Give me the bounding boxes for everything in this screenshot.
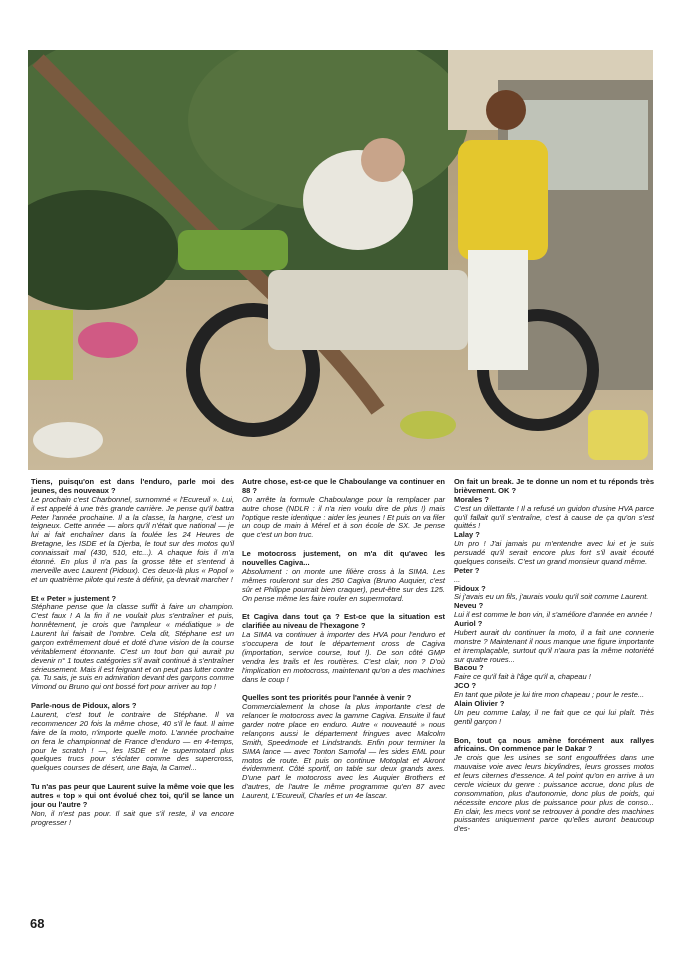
qa-block bbox=[242, 613, 445, 684]
qa-block bbox=[31, 595, 234, 693]
answer: En tant que pilote je lui tire mon chapeau ; pour le reste... bbox=[454, 690, 645, 699]
question: Et Cagiva dans tout ça ? Est-ce que la situation est clarifiée au niveau de l'hexagone ? bbox=[242, 612, 445, 631]
column-3 bbox=[454, 478, 654, 844]
column-1 bbox=[31, 478, 234, 838]
answer: La SIMA va continuer à importer des HVA pour l'enduro et s'occupera de tout le département cross de Cagiva (importation, service course, tout !). De son côté GMP vendra les trails et les routières. C'est clair, non ? D'où l'implication en motocross, maintenant qu'on a des machines dans le coup ! bbox=[242, 630, 445, 684]
cover-photo bbox=[28, 50, 653, 470]
qa-block bbox=[454, 478, 654, 496]
answer: Lui il est comme le bon vin, il s'améliore d'année en année ! bbox=[454, 610, 652, 620]
answer: On arrête la formule Chaboulange pour la remplacer par autre chose (NDLR : il n'a rien voulu dire de plus !) mais l'optique reste identique : aider les jeunes ! Et puis on va filer un coup de main à Mérel et à son école de SX. Je pense que c'est un bon truc. bbox=[242, 494, 445, 540]
question: On fait un break. Je te donne un nom et tu réponds très brièvement. OK ? bbox=[454, 477, 654, 495]
question: Tu n'as pas peur que Laurent suive la même voie que les autres « top » qui ont évolué chez toi, qu'il se lance un jour ou l'autre ? bbox=[31, 782, 234, 809]
answer: Le prochain c'est Charbonnel, surnommé « l'Ecureuil ». Lui, il est appelé à une très grande carrière. Je pense qu'il battra Peter l'année prochaine. Il a la classe, la hargne, c'est un teigneux. Cette année — alors qu'il n'était que national — je lui ai fait enchaîner dans la foulée les 24 Heures de Bretagne, les ISDE et la Djerba, le tout sur des motos qu'il connaissait mal (430, 510, etc...). A chaque fois il m'a étonné. En plus il n'a pas la grosse tête et s'entend à merveille avec Laurent (Pidoux). Ces deux-là plus « Popol » et un quatrième pilote qui reste à définir, ça devrait marcher ! bbox=[31, 494, 234, 584]
qa-block bbox=[242, 550, 445, 603]
question: Bon, tout ça nous amène forcément aux rallyes africains. On commence par le Dakar ? bbox=[454, 735, 654, 754]
answer: Commercialement la chose la plus importante c'est de relancer le motocross avec la gamme Cagiva. Ensuite il faut garder notre place en enduro. Autre « nouveauté » nous relançons aussi le département fringues avec Malcolm Smith, Speedmode et Lindstrands. Enfin pour terminer la SIMA lance — avec Tonton Samofal — les sides EML pour motos de route. Et puis on continue Motoplat et Akront évidemment. Côté sportif, on table sur deux grands axes. D'une part le motocross avec les Auquier Brothers et d'autres, de l'autre le même programme qu'en 87 avec Laurent, L'Ecureuil, Charles et un 4e lascar. bbox=[242, 702, 445, 800]
qa-block bbox=[242, 478, 445, 540]
qa-block bbox=[454, 737, 654, 835]
qa-block bbox=[242, 694, 445, 801]
answer: Si j'avais eu un fils, j'aurais voulu qu'il soit comme Laurent. bbox=[454, 592, 649, 602]
question: Parle-nous de Pidoux, alors ? bbox=[31, 701, 137, 711]
answer: Laurent, c'est tout le contraire de Stéphane. Il va recommencer 20 fois la même chose, 40 s'il le faut. Il aime faire de la moto, n'importe quelle moto. L'année prochaine on fera le championnat de France d'enduro — en 4-temps, pour le scratch ! —, les ISDE et le supermotard plus quelques trucs pour s'éclater comme des supercross, quelques courses de désert, une Baja, la Camel... bbox=[31, 710, 234, 773]
name-label: Bacou ? bbox=[454, 663, 484, 673]
name-label: Lalay ? bbox=[454, 530, 480, 540]
name-label: Alain Olivier ? bbox=[454, 698, 505, 708]
answer: Faire ce qu'il fait à l'âge qu'il a, chapeau ! bbox=[454, 672, 591, 682]
question: Et « Peter » justement ? bbox=[31, 593, 117, 603]
qa-block bbox=[31, 783, 234, 827]
photo-enduro-motorcycles-icon bbox=[28, 50, 653, 470]
name-label: Auriol ? bbox=[454, 619, 483, 628]
question: Tiens, puisqu'on est dans l'enduro, parle moi des jeunes, des nouveaux ? bbox=[31, 477, 234, 495]
page-number: 68 bbox=[30, 916, 45, 931]
answer: Non, il n'est pas pour. Il sait que s'il reste, il va encore progresser ! bbox=[31, 808, 234, 827]
answer: Un pro ! J'ai jamais pu m'entendre avec lui et je suis persuadé qu'il serait encore plus fort s'il avait écouté quelques conseils. C'est un grand monsieur quand même. bbox=[454, 539, 654, 566]
answer: Un peu comme Lalay, il ne fait que ce qui lui plaît. Très gentil garçon ! bbox=[454, 707, 654, 726]
qa-block bbox=[31, 702, 234, 773]
qa-block bbox=[31, 478, 234, 585]
answer: Je crois que les usines se sont engouffrées dans une mauvaise voie avec leurs bicylindres, leurs grosses motos et leurs citernes d'essence. A tel point qu'on en arrive à un cercle vicieux du genre : puissance accrue, donc plus de consommation, plus d'autonomie, donc plus de poids, qui nécessite encore plus de puissance pour plus de conso... En clair, les mecs vont se retrouver à pondre des machines puissantes uniquement parce qu'elles auront beaucoup d'es- bbox=[454, 753, 654, 834]
answer: Absolument : on monte une filière cross à la SIMA. Les mêmes rouleront sur des 250 Cagiva (Bruno Auquier, c'est sûr et Philippe pourrait bien craquer), peut-être sur des 125. On pense même les faire rouler en supermotard. bbox=[242, 566, 445, 603]
name-label: Neveu ? bbox=[454, 601, 484, 611]
question: Autre chose, est-ce que le Chaboulange va continuer en 88 ? bbox=[242, 477, 445, 495]
name-label: Pidoux ? bbox=[454, 583, 486, 593]
answer: Stéphane pense que la classe suffit à faire un champion. C'est faux ! A la fin il ne voulait plus s'entraîner et puis, honnêtement, je crois que l'ampleur « médiatique » de Laurent lui faisait de l'ombre. Cela dit, Stéphane est un garçon extrêmement doué et doté d'une vision de la course véritablement étonnante. C'est un tout bon qui aurait pu devenir n° 1 toutes catégories s'il avait continué à s'entraîner sérieusement. Mais il est feignant et on peut pas lutter contre ça. Tu sais, je suis en admiration devant des garçons comme Vimond ou Bruno qui ont bossé fort pour arriver au top ! bbox=[31, 602, 234, 692]
name-label: JCO ? bbox=[454, 681, 477, 691]
answer: ... bbox=[454, 574, 461, 584]
name-label: Morales ? bbox=[454, 494, 490, 504]
column-2 bbox=[242, 478, 445, 811]
name-list bbox=[454, 496, 654, 727]
question: Quelles sont tes priorités pour l'année à venir ? bbox=[242, 693, 412, 703]
question: Le motocross justement, on m'a dit qu'avec les nouvelles Cagiva... bbox=[242, 549, 445, 567]
name-label: Peter ? bbox=[454, 565, 480, 575]
answer: Hubert aurait du continuer la moto, il a fait une connerie monstre ? Maintenant il nous manque une figure importante et irremplaçable, surtout qu'il n'aura pas la même notoriété sur quatre roues... bbox=[454, 627, 654, 664]
answer: C'est un dilettante ! Il a refusé un guidon d'usine HVA parce qu'il fallait qu'il s'entraîne, c'est à cause de ça qu'on s'est quittés ! bbox=[454, 503, 654, 531]
